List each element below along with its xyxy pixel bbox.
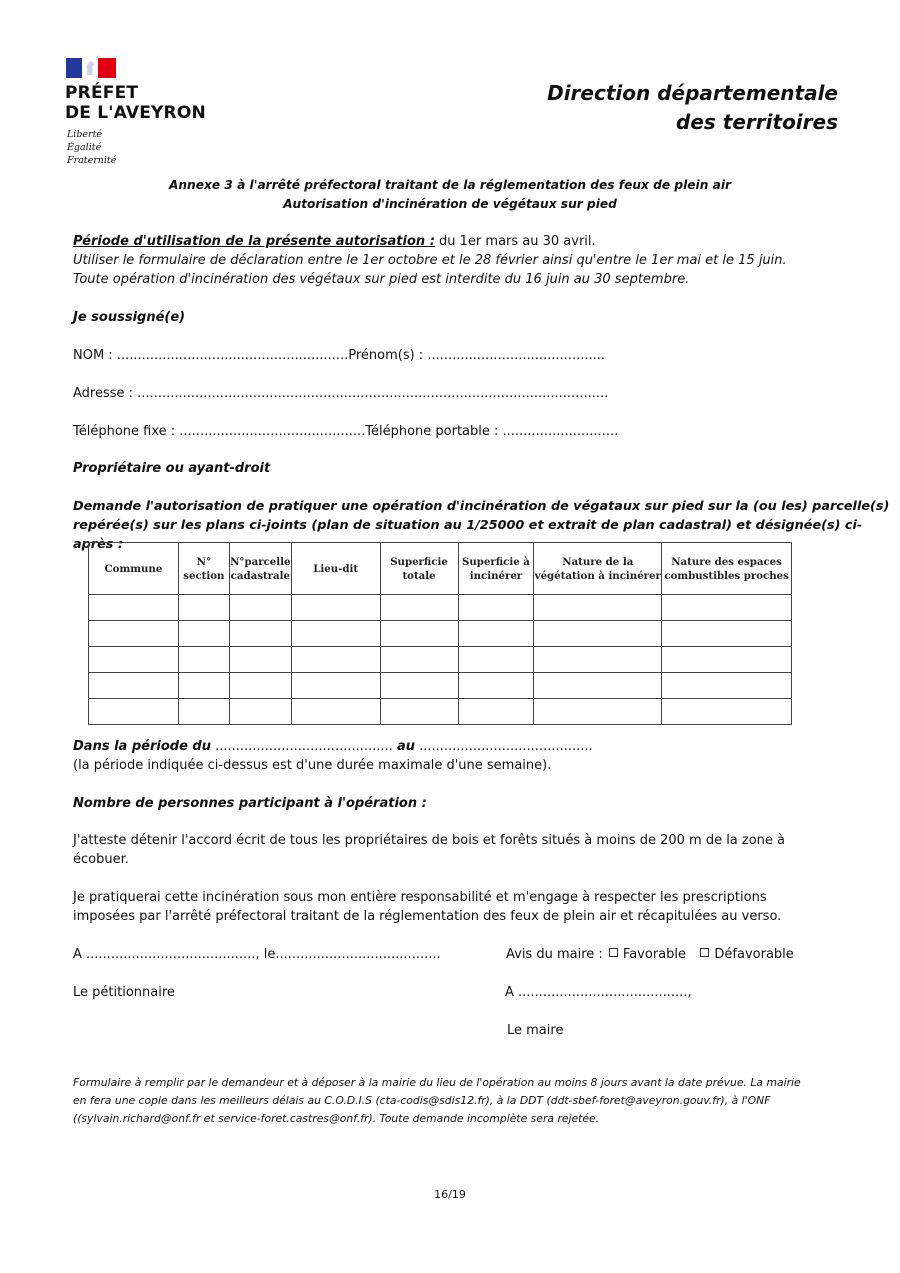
table-cell[interactable] (291, 595, 380, 621)
parcel-table-header (89, 543, 792, 595)
parcel-table-header-cell (380, 543, 458, 595)
proprietaire-heading: Propriétaire ou ayant-droit (73, 461, 271, 476)
header-cell-line: Nature de la (562, 555, 634, 568)
table-cell[interactable] (662, 647, 792, 673)
header-cell-line: Commune (104, 562, 163, 575)
header-cell-line: cadastrale (230, 569, 290, 582)
table-cell[interactable] (229, 699, 291, 725)
petitionnaire-label: Le pétitionnaire (73, 985, 175, 1000)
direction-line1: Direction départementale (547, 81, 838, 105)
parcel-table-header-cell (534, 543, 662, 595)
header-cell-line: N° (196, 555, 212, 568)
header-cell-line: totale (402, 569, 436, 582)
parcel-table-header-cell (178, 543, 229, 595)
direction-title (547, 79, 838, 137)
parcel-table-header-cell (291, 543, 380, 595)
periode-dans-dots2: .......................................... (414, 739, 593, 754)
header-cell-line: combustibles proches (664, 569, 789, 582)
page-number: 16/19 (434, 1188, 466, 1201)
favorable-checkbox[interactable] (609, 948, 618, 957)
table-cell[interactable] (229, 595, 291, 621)
marianne-profile-icon (82, 58, 98, 78)
table-row (89, 647, 792, 673)
header-cell-line: Nature des espaces (671, 555, 782, 568)
table-cell[interactable] (178, 699, 229, 725)
table-cell[interactable] (662, 673, 792, 699)
parcel-table-header-cell (458, 543, 534, 595)
table-cell[interactable] (229, 647, 291, 673)
header-cell-line: N°parcelle (230, 555, 291, 568)
logo-title-line1: PRÉFET (65, 83, 139, 103)
table-row (89, 621, 792, 647)
table-cell[interactable] (89, 699, 179, 725)
header-cell-line: incinérer (469, 569, 523, 582)
nom-prenom-field[interactable]: NOM : ........................................................Prénom(s) : ........................................... (73, 348, 606, 363)
table-cell[interactable] (458, 621, 534, 647)
annexe-line1: Annexe 3 à l'arrêté préfectoral traitant de la réglementation des feux de plein air (168, 178, 732, 192)
maire-lieu-field[interactable]: A ........................................., (505, 985, 692, 1000)
periode-line3: Toute opération d'incinération des végétaux sur pied est interdite du 16 juin au 30 septembre. (73, 272, 690, 287)
table-cell[interactable] (662, 699, 792, 725)
parcel-table (88, 542, 792, 725)
table-cell[interactable] (458, 647, 534, 673)
soussigne-heading: Je soussigné(e) (73, 310, 186, 325)
pratiquerai-line1: Je pratiquerai cette incinération sous mon entière responsabilité et m'engage à respecter les prescriptions (73, 890, 767, 905)
le-maire-label: Le maire (507, 1023, 564, 1038)
periode-section (73, 232, 787, 289)
table-cell[interactable] (291, 673, 380, 699)
logo-title-line2: DE L'AVEYRON (65, 103, 206, 123)
periode-dans-label2: au (396, 739, 415, 754)
motto-egalite: Égalité (67, 142, 102, 153)
table-cell[interactable] (380, 647, 458, 673)
footer-line1: Formulaire à remplir par le demandeur et à déposer à la mairie du lieu de l'opération au moins 8 jours avant la date prévue. La mairie (73, 1076, 801, 1089)
periode-dans-note: (la période indiquée ci-dessus est d'une durée maximale d'une semaine). (73, 758, 552, 773)
parcel-table-body (89, 595, 792, 725)
table-cell[interactable] (534, 673, 662, 699)
table-cell[interactable] (534, 595, 662, 621)
republic-motto (67, 128, 116, 167)
avis-maire-label: Avis du maire : (506, 947, 603, 962)
table-cell[interactable] (178, 647, 229, 673)
direction-line2: des territoires (676, 110, 838, 134)
table-cell[interactable] (291, 699, 380, 725)
table-row (89, 699, 792, 725)
table-cell[interactable] (380, 595, 458, 621)
table-cell[interactable] (534, 647, 662, 673)
table-cell[interactable] (458, 699, 534, 725)
demande-line2: repérée(s) sur les plans ci-joints (plan de situation au 1/25000 et extrait de plan cadastral) et désignée(s) ci-après : (73, 518, 863, 552)
table-cell[interactable] (291, 621, 380, 647)
atteste-line2: écobuer. (73, 852, 129, 867)
telephone-field[interactable]: Téléphone fixe : .............................................Téléphone portable : ............................ (73, 424, 619, 439)
table-cell[interactable] (178, 673, 229, 699)
table-cell[interactable] (178, 595, 229, 621)
pratiquerai-line2: imposées par l'arrêté préfectoral traitant de la réglementation des feux de plein air et récapitulées au verso. (73, 909, 782, 924)
motto-fraternite: Fraternité (67, 155, 117, 166)
periode-dans-label1: Dans la période du (73, 739, 211, 754)
atteste-line1: J'atteste détenir l'accord écrit de tous les propriétaires de bois et forêts situés à moins de 200 m de la zone à (73, 833, 786, 848)
table-cell[interactable] (89, 647, 179, 673)
prefecture-logo-title (65, 83, 206, 123)
table-cell[interactable] (534, 621, 662, 647)
header-cell-line: Superficie à (462, 555, 530, 568)
pratiquerai-text (73, 888, 781, 926)
table-cell[interactable] (229, 673, 291, 699)
table-row (89, 595, 792, 621)
table-cell[interactable] (89, 673, 179, 699)
table-cell[interactable] (178, 621, 229, 647)
footer-note (73, 1074, 833, 1128)
table-cell[interactable] (458, 673, 534, 699)
header-cell-line: section (183, 569, 225, 582)
periode-value: du 1er mars au 30 avril. (434, 234, 596, 249)
table-cell[interactable] (380, 699, 458, 725)
periode-label: Période d'utilisation de la présente autorisation : (73, 234, 435, 249)
favorable-label: Favorable (622, 947, 686, 962)
table-cell[interactable] (380, 673, 458, 699)
header-cell-line: végétation à incinérer (534, 569, 661, 582)
table-cell[interactable] (380, 621, 458, 647)
table-cell[interactable] (534, 699, 662, 725)
motto-liberte: Liberté (67, 129, 103, 140)
annexe-line2: Autorisation d'incinération de végétaux sur pied (283, 197, 617, 211)
table-cell[interactable] (89, 595, 179, 621)
header-cell-line: Lieu-dit (313, 562, 359, 575)
demande-line1: Demande l'autorisation de pratiquer une opération d'incinération de végataux sur pied sur la (ou les) parcelle(s) (73, 499, 890, 514)
table-cell[interactable] (662, 595, 792, 621)
atteste-text (73, 831, 785, 869)
parcel-table-header-cell (89, 543, 179, 595)
periode-dans-section (73, 737, 593, 775)
parcel-table-header-cell (229, 543, 291, 595)
avis-maire (506, 945, 794, 964)
table-row (89, 673, 792, 699)
marianne-flag-logo (66, 58, 116, 78)
periode-dans-dots1: ........................................... (210, 739, 397, 754)
defavorable-checkbox[interactable] (700, 948, 709, 957)
annexe-title (0, 176, 900, 214)
table-cell[interactable] (229, 621, 291, 647)
footer-line2: en fera une copie dans les meilleurs délais au C.O.D.I.S (cta-codis@sdis12.fr), à la DDT (ddt-sbef-foret@aveyron.gouv.fr), à l'ONF (73, 1094, 771, 1107)
nombre-personnes-field[interactable]: Nombre de personnes participant à l'opération : (73, 796, 427, 811)
table-cell[interactable] (89, 621, 179, 647)
table-cell[interactable] (458, 595, 534, 621)
header-cell-line: Superficie (390, 555, 448, 568)
table-cell[interactable] (662, 621, 792, 647)
lieu-date-field[interactable]: A ........................................., le........................................ (73, 947, 441, 962)
periode-line2: Utiliser le formulaire de déclaration entre le 1er octobre et le 28 février ainsi qu'entre le 1er mai et le 15 juin. (73, 253, 787, 268)
periode-dans-field[interactable] (73, 737, 593, 756)
adresse-field[interactable]: Adresse : .................................................................................................................. (73, 386, 609, 401)
footer-line3: ((sylvain.richard@onf.fr et service-foret.castres@onf.fr). Toute demande incomplète sera rejetée. (73, 1112, 600, 1125)
defavorable-label: Défavorable (714, 947, 794, 962)
parcel-table-header-cell (662, 543, 792, 595)
table-cell[interactable] (291, 647, 380, 673)
